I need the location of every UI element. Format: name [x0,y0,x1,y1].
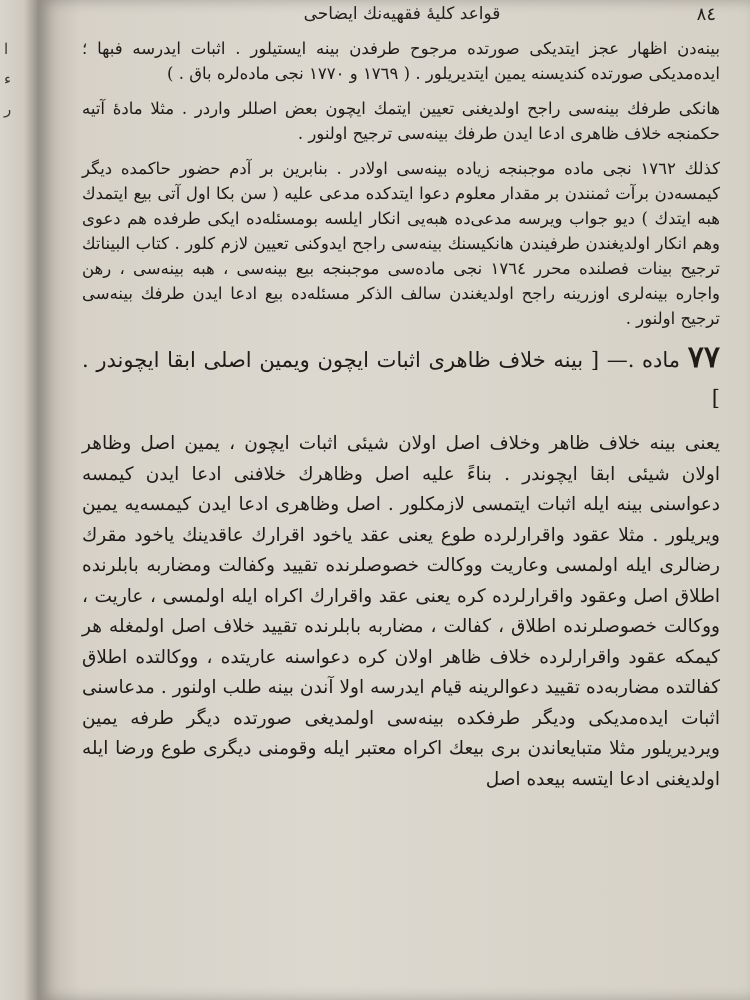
paragraph: كذلك ١٧٦٢ نجى ماده موجبنجه زياده بينه‌سى اولادر . بنابرين بر آدم حضور حاكمده ديگر كيمسه‌دن برآت ثمنندن بر مقدار معلوم دعوا ايتدكده مدعى عليه ( سن بكا اول آتى بيع ايتمدك هبه ايتدك ) ديو جواب ويرسه مدعى‌ده هبه‌يى انكار ايلسه بومسئله‌ده ايكى طرفده هم دعوى وهم انكار اولديغندن طرفيندن هانكيسنك بينه‌سى راجح ايدوكنى تعيين لازم كلور . كتاب البيناتك ترجيح بينات فصلنده محرر ١٧٦٤ نجى ماده‌سى موجبنجه بيع بينه‌سى ، هبه بينه‌سى ، رهن واجاره بينه‌لرى اوزرينه راجح اولديغندن سالف الذكر مسئله‌ده بيع ادعا ايدن طرفك بينه‌سى ترجيح اولنور . [82,159,721,328]
explanation-section [82,429,720,795]
commentary-section [82,36,720,331]
page-body [82,36,720,795]
facing-page-fragment: ء [4,70,12,88]
facing-page-edge [0,0,40,1000]
page-number: ٨٤ [696,4,716,25]
facing-page-fragment: ا [4,40,9,58]
article-text: ماده .— [ بينه خلاف ظاهرى اثبات ايچون ويمين اصلى ابقا ايچوندر . ] [82,348,720,410]
paragraph: يعنى بينه خلاف ظاهر وخلاف اصل اولان شيئى اثبات ايچون ، يمين اصل وظاهر اولان شيئى ابقا ايچوندر . بناءً عليه اصل وظاهرك خلافنى ادعا ايدن كيمسه دعواسنى بينه ايله اثبات ايتمسى لازمكلور . اصل وظاهرى ادعا ايدن كيمسه‌يه يمين ويريلور . مثلا عقود واقرارلرده طوع يعنى عقد ياخود اقرارك عاقدينك ياخود مقرك رضالرى ايله اولمسى وعاريت ووكالت خصوصلرنده تقييد وكفالت ومضاربه بابلرنده اطلاق اصل وعقود واقرارلرده كره يعنى عقد واقرارك اكراه ايله اولمسى ، عاريت ، ووكالت خصوصلرنده اطلاق ، كفالت ، مضاربه بابلرنده تقييد خلاف اصل اولمغله هر كيمكه عقود واقرارلرده خلاف ظاهر اولان كره دعواسنه عاريتده ، ووكالتده اطلاق كفالتده مضاربه‌ده تقييد دعوالرينه قيام ايدرسه اولا آندن بينه طلب اولنور . مدعاسنى اثبات ايده‌مديكى وديگر طرفكده بينه‌سى اولمديغى صورتده ديگر طرفه يمين ويرديريلور مثلا متبايعاندن برى بيعك اكراه معتبر ايله وقومنى ديگرى طوع ورضا ايله اولديغنى ادعا ايتسه بيعده اصل [82,433,720,790]
facing-page-fragment: ر [4,100,12,118]
running-title: قواعد كليهٔ فقهيه‌نك ايضاحى [303,4,501,24]
article-number: ٧٧ [687,340,720,375]
paragraph: هانكى طرفك بينه‌سى راجح اولديغنى تعيين ايتمك ايچون بعض اصللر واردر . مثلا ماده‌ٔ آتيه حكمنجه خلاف ظاهرى ادعا ايدن طرفك بينه‌سى ترجيح اولنور . [82,99,720,143]
article-heading [82,339,720,417]
running-header [78,4,726,32]
book-page [38,0,750,1000]
paragraph: بينه‌دن اظهار عجز ايتديكى صورتده مرجوح طرفدن بينه ايستيلور . اثبات ايدرسه فبها ؛ ايده‌مديكى صورتده كنديسنه يمين ايتديريلور . ( ١٧٦٩ و ١٧٧٠ نجى ماده‌لره باق . ) [82,39,720,83]
